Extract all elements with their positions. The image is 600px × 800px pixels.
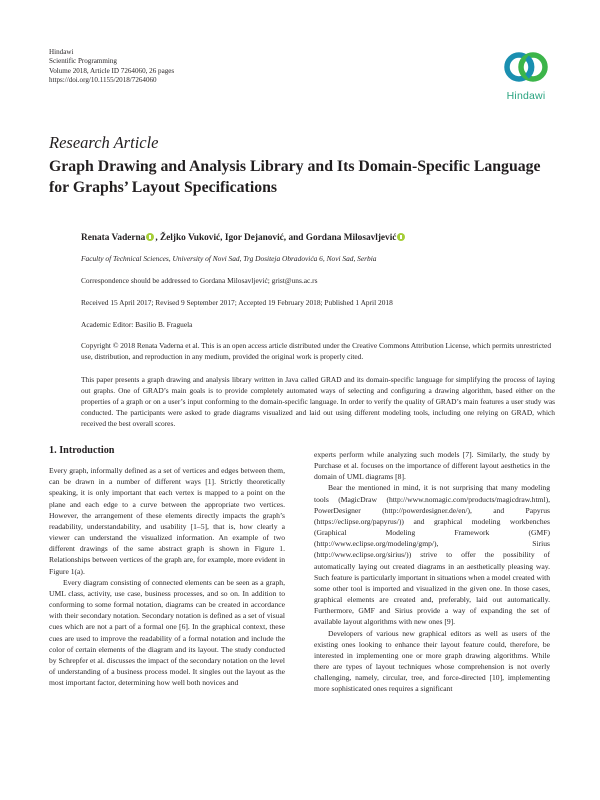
author-name: Renata Vaderna [81, 233, 146, 243]
author-separator: , [155, 233, 160, 243]
body-paragraph: experts perform while analyzing such models [7]. Similarly, the study by Purchase et al. focuses on the importance of different layout aesthetics in the domain of UML diagrams [8]. [314, 450, 550, 482]
publisher-name: Hindawi [49, 48, 74, 56]
right-column [314, 449, 550, 694]
body-paragraph: Developers of various new graphical editors as well as users of the existing ones looking to enhance their layout feature could, therefore, be interested in implementing one or more graph drawing algorithms. While there are types of layout techniques whose comprehension is not overly challenging, namely, circular, tree, and force-directed [10], implementing more sophisticated ones requires a significant [314, 628, 550, 694]
author-name: Gordana Milosavljević [305, 233, 397, 243]
body-paragraph: Bear the mentioned in mind, it is not surprising that many modeling tools (MagicDraw (http://www.nomagic.com/products/magicdraw.html), PowerDesigner (http://powerdesigner.de/en/), and Papyrus (https://eclipse.org/papyrus/)) and graphical modeling workbenches (Graphical Modeling Framework (GMF) (http://www.eclipse.org/modeling/gmp/), Sirius (http://www.eclipse.org/sirius/)) strive to offer the possibility of automatically laying out created diagrams in an aesthetically pleasing way. Such feature is particularly important in situations when a model created with some other tool is imported and visualized in the given one. In those cases, graphical elements are created and, preferably, laid out automatically. Furthermore, GMF and Sirius provide a way of expanding the set of available layout algorithms with new ones [9]. [314, 483, 550, 627]
journal-name: Scientific Programming [49, 57, 117, 66]
orcid-icon[interactable] [146, 233, 154, 241]
copyright-notice: Copyright © 2018 Renata Vaderna et al. This is an open access article distributed under the Creative Commons Attribution License, which permits unrestricted use, distribution, and reproduction in any medium, provided the original work is properly cited. [81, 341, 552, 361]
abstract: This paper presents a graph drawing and analysis library written in Java called GRAD and its domain-specific language for simplifying the process of laying out graphs. One of GRAD’s main goals is to provide completely automated ways of selecting and configuring a drawing algorithm, based either on the properties of a graph or on a user’s input conforming to the domain-specific language. In order to verify the quality of GRAD’s main features a user study was conducted. The participants were asked to grade diagrams visualized and laid out using different modeling tools, including one relying on GRAD, which received the best overall scores. [81, 375, 555, 428]
left-column [49, 445, 285, 688]
volume-line: Volume 2018, Article ID 7264060, 26 pages [49, 66, 175, 75]
doi-link[interactable]: https://doi.org/10.1155/2018/7264060 [49, 76, 157, 85]
article-type: Research Article [49, 133, 159, 152]
journal-info [49, 48, 174, 86]
author-separator: , and [283, 233, 306, 243]
author-list [81, 233, 406, 243]
orcid-icon[interactable] [397, 233, 405, 241]
body-paragraph: Every graph, informally defined as a set of vertices and edges between them, can be drawn in a number of different ways [1]. Strictly theoretically speaking, it is only important that each vertex is mapped to a point on the plane and each edge to a curve between the appropriate two vertices. However, the arrangement of these elements directly impacts the graph’s readability, understandability, and usability [1–5], that is, how clearly a viewer can understand the visualized information. An example of two different drawings of the same abstract graph is shown in Figure 1. Relationships between vertices of the graph are, for example, more evident in Figure 1(a). [49, 466, 285, 576]
author-separator: , [220, 233, 225, 243]
author-name: Željko Vuković [159, 233, 221, 243]
affiliation: Faculty of Technical Sciences, University of Novi Sad, Trg Dositeja Obradovića 6, Novi Sad, Serbia [81, 254, 377, 263]
hindawi-wordmark: Hindawi [506, 90, 546, 102]
author-name: Igor Dejanović [224, 233, 284, 243]
body-paragraph: Every diagram consisting of connected elements can be seen as a graph, UML class, activity, use case, business processes, and so on. In addition to conforming to some formal notation, diagrams can be created in accordance with their secondary notation. Secondary notation is defined as a set of visual cues which are not a part of a formal one [6]. In the graphical context, these cues are used to improve the readability of a formal notation and include the color of certain elements of the diagram and its layout. The study conducted by Schrepfer et al. discusses the impact of the secondary notation on the level of understanding of a business process model. It singles out the layout as the most important factor, determining how well both novices and [49, 577, 285, 688]
correspondence: Correspondence should be addressed to Gordana Milosavljević; grist@uns.ac.rs [81, 276, 318, 285]
section-heading: 1. Introduction [49, 445, 115, 456]
publication-dates: Received 15 April 2017; Revised 9 September 2017; Accepted 19 February 2018; Published 1 April 2018 [81, 298, 393, 307]
paper-title: Graph Drawing and Analysis Library and Its Domain-Specific Language for Graphs’ Layout Specifications [49, 158, 541, 196]
academic-editor: Academic Editor: Basilio B. Fraguela [81, 320, 193, 329]
